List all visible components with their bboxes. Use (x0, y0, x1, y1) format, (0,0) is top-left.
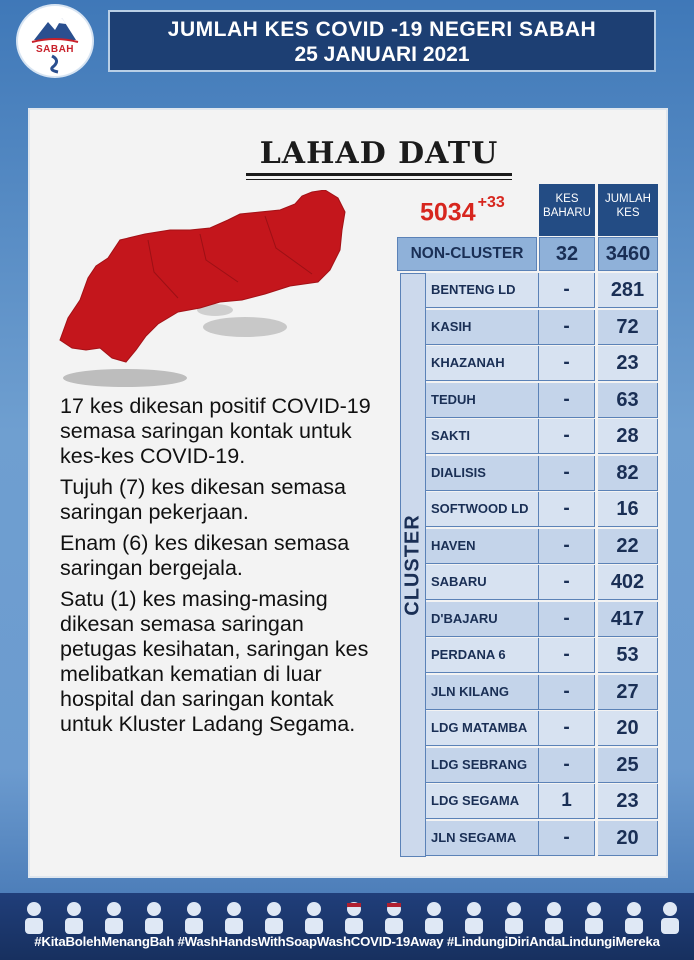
cluster-jumlah-kes: 23 (598, 346, 658, 381)
total-cases (420, 194, 505, 227)
cluster-jumlah-kes: 72 (598, 310, 658, 345)
summary-paragraph: Enam (6) kes dikesan semasa saringan bergejala. (60, 531, 350, 580)
cluster-name: PERDANA 6 (426, 638, 539, 673)
cluster-kes-baharu: - (539, 419, 595, 454)
title-banner (108, 10, 656, 72)
cluster-name: LDG MATAMBA (426, 711, 539, 746)
cluster-kes-baharu: - (539, 602, 595, 637)
total-cases-value: 5034 (420, 198, 476, 227)
summary-paragraph: Satu (1) kes masing-masing dikesan semasa saringan petugas kesihatan, saringan kes melibatkan kematian di luar hospital dan saringan kontak untuk Kluster Ladang Segama. (60, 587, 369, 736)
header-kes-baharu: KES BAHARU (539, 184, 595, 236)
cluster-jumlah-kes: 417 (598, 602, 658, 637)
table-row (426, 273, 658, 308)
table-row (426, 529, 658, 564)
non-cluster-label: NON-CLUSTER (397, 237, 537, 271)
cluster-jumlah-kes: 23 (598, 784, 658, 819)
hashtags: #KitaBolehMenangBah #WashHandsWithSoapWashCOVID-19Away #LindungiDiriAndaLindungiMereka (34, 934, 660, 949)
cluster-kes-baharu: - (539, 675, 595, 710)
cluster-kes-baharu: - (539, 638, 595, 673)
cluster-name: KASIH (426, 310, 539, 345)
cluster-jumlah-kes: 20 (598, 711, 658, 746)
table-row (426, 456, 658, 491)
table-row (426, 748, 658, 783)
cluster-name: JLN SEGAMA (426, 821, 539, 856)
cluster-name: BENTENG LD (426, 273, 539, 308)
district-map-icon (50, 190, 350, 390)
cluster-group-label (400, 273, 426, 857)
district-title: LAHAD DATU (246, 136, 512, 176)
cluster-kes-baharu: - (539, 346, 595, 381)
cluster-kes-baharu: - (539, 748, 595, 783)
table-row (426, 492, 658, 527)
cluster-name: TEDUH (426, 383, 539, 418)
cluster-jumlah-kes: 82 (598, 456, 658, 491)
cluster-kes-baharu: - (539, 383, 595, 418)
table-row (426, 346, 658, 381)
cluster-kes-baharu: - (539, 821, 595, 856)
table-row (426, 675, 658, 710)
cluster-kes-baharu: - (539, 310, 595, 345)
frontliners-icon (10, 899, 684, 935)
header-jumlah-kes: JUMLAH KES (598, 184, 658, 236)
cluster-jumlah-kes: 22 (598, 529, 658, 564)
logo-text: SABAH (35, 44, 75, 55)
cluster-name: JLN KILANG (426, 675, 539, 710)
summary-text (60, 394, 380, 743)
new-cases-value: +33 (477, 194, 505, 211)
mountain-logo-icon (18, 6, 92, 76)
table-row (426, 638, 658, 673)
report-date: 25 JANUARI 2021 (294, 43, 470, 66)
cluster-jumlah-kes: 281 (598, 273, 658, 308)
cluster-name: LDG SEBRANG (426, 748, 539, 783)
cluster-kes-baharu: 1 (539, 784, 595, 819)
cluster-jumlah-kes: 63 (598, 383, 658, 418)
cluster-jumlah-kes: 28 (598, 419, 658, 454)
cluster-jumlah-kes: 27 (598, 675, 658, 710)
cluster-jumlah-kes: 16 (598, 492, 658, 527)
cluster-kes-baharu: - (539, 565, 595, 600)
non-cluster-jumlah-kes: 3460 (598, 237, 658, 271)
table-row (426, 821, 658, 856)
cluster-kes-baharu: - (539, 711, 595, 746)
cluster-kes-baharu: - (539, 456, 595, 491)
summary-paragraph: Tujuh (7) kes dikesan semasa saringan pekerjaan. (60, 475, 346, 524)
cluster-name: KHAZANAH (426, 346, 539, 381)
cluster-name: SAKTI (426, 419, 539, 454)
cluster-jumlah-kes: 53 (598, 638, 658, 673)
table-row (426, 565, 658, 600)
cluster-jumlah-kes: 25 (598, 748, 658, 783)
summary-paragraph: 17 kes dikesan positif COVID-19 semasa saringan kontak untuk kes-kes COVID-19. (60, 394, 371, 468)
cluster-name: D'BAJARU (426, 602, 539, 637)
non-cluster-row (397, 237, 660, 271)
cluster-kes-baharu: - (539, 529, 595, 564)
cluster-kes-baharu: - (539, 492, 595, 527)
table-row (426, 383, 658, 418)
table-row (426, 419, 658, 454)
sabah-logo (18, 6, 92, 76)
cluster-name: LDG SEGAMA (426, 784, 539, 819)
table-row (426, 711, 658, 746)
table-row (426, 784, 658, 819)
cluster-name: HAVEN (426, 529, 539, 564)
page-title: JUMLAH KES COVID -19 NEGERI SABAH (167, 18, 597, 41)
cluster-kes-baharu: - (539, 273, 595, 308)
non-cluster-kes-baharu: 32 (539, 237, 595, 271)
table-row (426, 310, 658, 345)
cluster-name: SABARU (426, 565, 539, 600)
cluster-name: SOFTWOOD LD (426, 492, 539, 527)
cluster-jumlah-kes: 20 (598, 821, 658, 856)
cluster-name: DIALISIS (426, 456, 539, 491)
cluster-label: CLUSTER (401, 514, 424, 616)
cluster-jumlah-kes: 402 (598, 565, 658, 600)
footer-banner (0, 893, 694, 960)
table-row (426, 602, 658, 637)
